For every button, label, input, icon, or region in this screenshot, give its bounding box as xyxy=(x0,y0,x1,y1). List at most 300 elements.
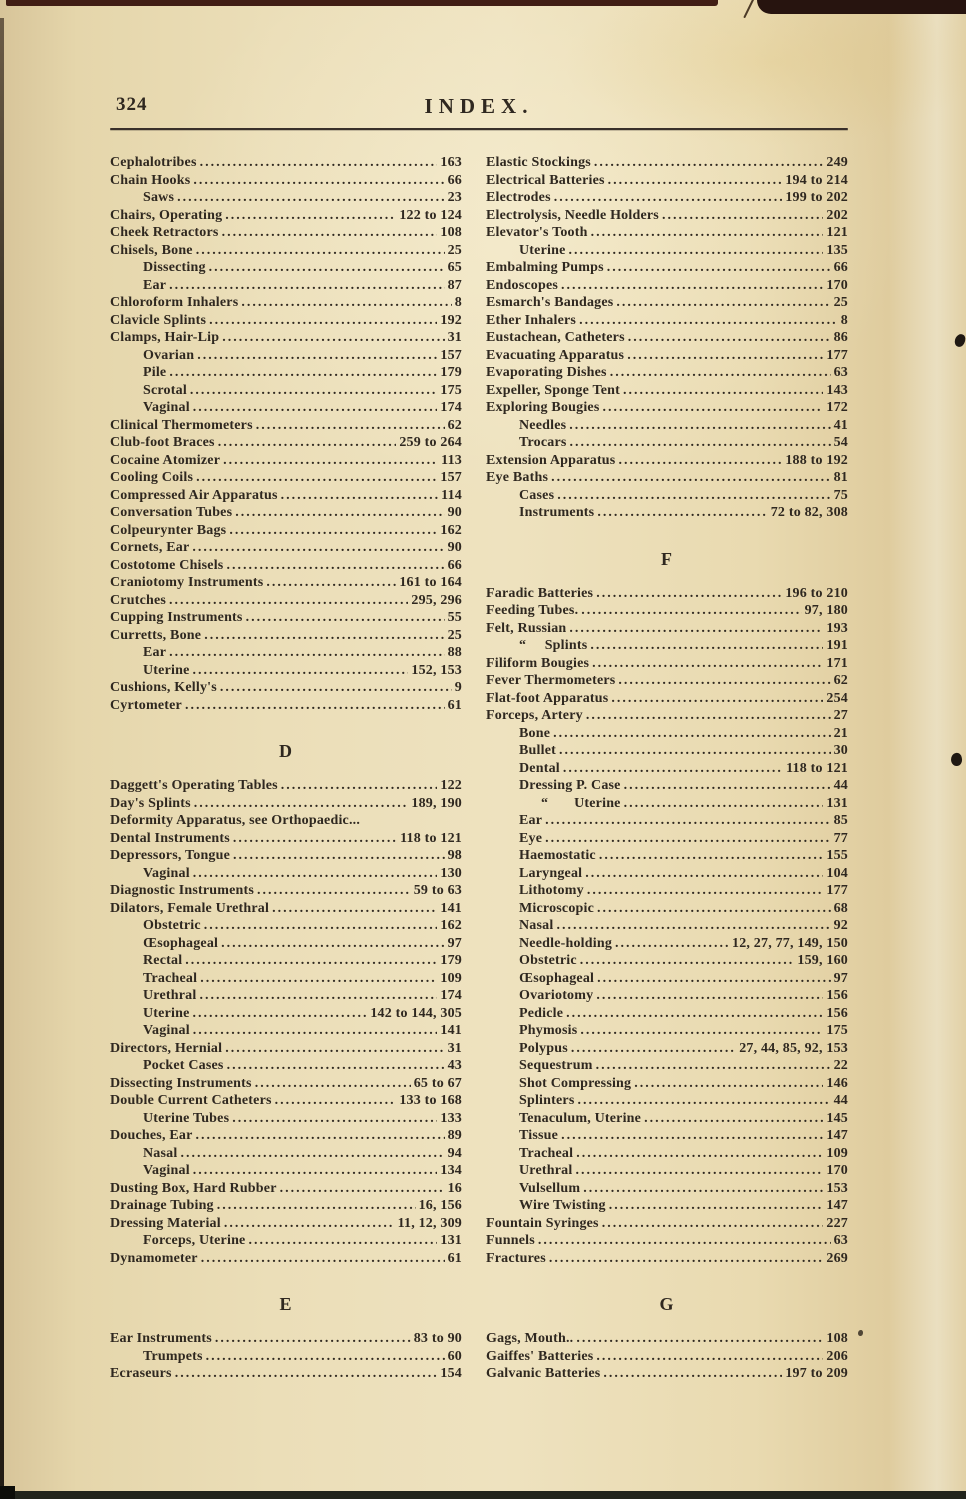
index-entry xyxy=(110,697,462,715)
dot-leader xyxy=(232,1110,437,1128)
entry-label: Esmarch's Bandages xyxy=(486,295,614,310)
dot-leader xyxy=(177,189,444,207)
index-entry xyxy=(486,452,848,470)
entry-label: Expeller, Sponge Tent xyxy=(486,382,620,398)
index-entry xyxy=(110,1162,462,1180)
dot-leader xyxy=(557,487,830,505)
entry-page: 269 xyxy=(826,1250,848,1266)
entry-label: Pile xyxy=(143,365,167,380)
section-heading-d: D xyxy=(279,741,293,761)
entry-label: Dissecting xyxy=(143,260,206,275)
index-entry xyxy=(486,1092,848,1110)
index-entry xyxy=(110,434,462,452)
entry-page: 55 xyxy=(447,610,462,625)
entry-label: Conversation Tubes xyxy=(110,505,233,520)
dot-leader xyxy=(580,1022,823,1040)
dot-leader xyxy=(209,259,445,277)
entry-label: Cheek Retractors xyxy=(110,225,219,240)
index-entry xyxy=(110,399,462,417)
entry-page: 104 xyxy=(826,865,848,881)
dot-leader xyxy=(192,539,444,557)
dot-leader xyxy=(217,1197,416,1215)
entry-label: Filiform Bougies xyxy=(486,655,590,671)
entry-page: 134 xyxy=(440,1163,462,1178)
index-entry xyxy=(486,865,848,883)
section-heading-f: F xyxy=(661,548,673,569)
dot-leader xyxy=(194,795,409,813)
entry-page: 199 to 202 xyxy=(785,190,848,205)
entry-page: 197 to 209 xyxy=(785,1366,848,1381)
entry-page: 146 xyxy=(826,1075,848,1091)
dot-leader xyxy=(602,399,823,417)
index-entry xyxy=(110,1145,462,1163)
dot-leader xyxy=(596,987,823,1005)
index-entry xyxy=(486,382,848,400)
dot-leader xyxy=(611,690,823,708)
entry-page: 62 xyxy=(447,417,462,433)
entry-label: Ear xyxy=(143,277,167,293)
entry-page: 163 xyxy=(440,155,462,170)
dot-leader xyxy=(190,382,437,400)
entry-page: 131 xyxy=(440,1233,462,1248)
index-entry xyxy=(486,242,848,260)
index-entry xyxy=(486,224,848,242)
entry-page: 43 xyxy=(447,1058,462,1073)
entry-label: Electrical Batteries xyxy=(486,172,605,188)
entry-page: 66 xyxy=(833,260,848,275)
entry-label: Obstetric xyxy=(143,918,201,933)
entry-label: Evacuating Apparatus xyxy=(486,347,625,363)
index-entry xyxy=(110,1215,462,1233)
dot-leader xyxy=(549,1250,824,1268)
entry-label: Ovariotomy xyxy=(519,988,594,1003)
entry-page: 66 xyxy=(447,557,462,573)
dot-leader xyxy=(185,952,437,970)
entry-label: Uterine xyxy=(519,242,566,258)
index-entry xyxy=(110,1110,462,1128)
entry-label: Feeding Tubes. xyxy=(486,603,579,618)
entry-label: Scrotal xyxy=(143,382,187,398)
dot-leader xyxy=(576,1330,823,1348)
entry-page: 25 xyxy=(447,242,462,258)
entry-page: 11, 12, 309 xyxy=(397,1215,462,1231)
entry-page: 65 xyxy=(447,260,462,275)
ink-spot xyxy=(950,752,963,767)
index-entry xyxy=(110,189,462,207)
index-entry xyxy=(486,795,848,813)
entry-label: Cyrtometer xyxy=(110,697,182,713)
entry-label: Dusting Box, Hard Rubber xyxy=(110,1180,277,1196)
entry-page: 108 xyxy=(826,1331,848,1346)
entry-page: 25 xyxy=(447,627,462,643)
dot-leader xyxy=(545,830,830,848)
entry-label: Eye Baths xyxy=(486,470,549,485)
index-entry xyxy=(486,742,848,760)
dot-leader xyxy=(233,847,445,865)
index-entry xyxy=(110,224,462,242)
entry-page: 189, 190 xyxy=(411,795,462,811)
dot-leader xyxy=(586,707,831,725)
dot-leader xyxy=(577,1092,830,1110)
index-entry xyxy=(486,154,848,172)
index-entry xyxy=(110,644,462,662)
dot-leader xyxy=(169,364,437,382)
dot-leader xyxy=(644,1110,823,1128)
entry-label: Wire Twisting xyxy=(519,1198,606,1213)
index-entry xyxy=(110,1022,462,1040)
index-entry xyxy=(486,1145,848,1163)
index-entry xyxy=(486,917,848,935)
entry-label: Laryngeal xyxy=(519,865,583,881)
entry-page: 44 xyxy=(833,778,848,793)
entry-page: 175 xyxy=(440,382,462,398)
index-entry xyxy=(110,487,462,505)
index-entry xyxy=(486,725,848,743)
entry-page: 155 xyxy=(826,848,848,863)
index-entry xyxy=(486,1365,848,1383)
index-entry xyxy=(110,609,462,627)
entry-label: Day's Splints xyxy=(110,795,191,811)
dot-leader xyxy=(602,1215,824,1233)
entry-label: Fountain Syringes xyxy=(486,1215,599,1231)
index-entry xyxy=(110,1197,462,1215)
entry-label: Lithotomy xyxy=(519,883,584,898)
entry-page: 153 xyxy=(826,1180,848,1196)
index-entry xyxy=(110,1127,462,1145)
entry-label: Diagnostic Instruments xyxy=(110,883,255,898)
dot-leader xyxy=(597,504,767,522)
entry-page: 118 to 121 xyxy=(786,760,848,776)
entry-page: 174 xyxy=(440,400,462,415)
entry-label: Elastic Stockings xyxy=(486,155,591,170)
index-entry xyxy=(110,935,462,953)
entry-page: 175 xyxy=(826,1023,848,1038)
entry-page: 12, 27, 77, 149, 150 xyxy=(732,935,848,951)
entry-page: 157 xyxy=(440,470,462,485)
index-entry xyxy=(110,207,462,225)
entry-label: Vaginal xyxy=(143,400,190,415)
page-corner-bottom-left xyxy=(0,1486,15,1499)
entry-label: Clavicle Splints xyxy=(110,312,207,328)
dot-leader xyxy=(169,592,408,610)
entry-label: Splinters xyxy=(519,1093,575,1108)
section-heading-e: E xyxy=(279,1294,293,1314)
dot-leader xyxy=(220,679,452,697)
dot-leader xyxy=(571,1040,736,1058)
dot-leader xyxy=(280,1180,445,1198)
entry-page: 179 xyxy=(440,365,462,380)
dot-leader xyxy=(281,777,438,795)
dot-leader xyxy=(618,672,830,690)
index-entry xyxy=(110,592,462,610)
entry-page: 141 xyxy=(440,1023,462,1038)
index-entry xyxy=(110,662,462,680)
entry-label: Eustachean, Catheters xyxy=(486,330,625,345)
index-entry xyxy=(486,987,848,1005)
index-entry xyxy=(486,1250,848,1268)
index-entry xyxy=(110,417,462,435)
dot-leader xyxy=(563,760,783,778)
index-entry xyxy=(486,1197,848,1215)
dot-leader xyxy=(180,1145,444,1163)
entry-label: Fractures xyxy=(486,1250,546,1266)
index-entry xyxy=(486,602,848,620)
dot-leader xyxy=(556,917,830,935)
entry-label: Dissecting Instruments xyxy=(110,1075,252,1091)
left-column xyxy=(110,154,462,1383)
index-entry xyxy=(486,900,848,918)
entry-label: Deformity Apparatus, see Orthopaedic... xyxy=(110,813,361,828)
dot-leader xyxy=(569,242,824,260)
dot-leader xyxy=(197,347,437,365)
dot-leader xyxy=(579,312,838,330)
entry-label: Polypus xyxy=(519,1040,568,1056)
index-entry xyxy=(486,830,848,848)
dot-leader xyxy=(275,1092,397,1110)
index-entry xyxy=(110,679,462,697)
index-entry xyxy=(110,1330,462,1348)
index-entry xyxy=(110,917,462,935)
entry-label: Vaginal xyxy=(143,1023,190,1038)
dot-leader xyxy=(538,1232,831,1250)
dot-leader xyxy=(551,469,831,487)
dot-leader xyxy=(206,1348,445,1366)
entry-label: Chloroform Inhalers xyxy=(110,295,239,310)
index-entry xyxy=(110,329,462,347)
entry-page: 162 xyxy=(440,522,462,538)
entry-label: Funnels xyxy=(486,1233,535,1248)
dot-leader xyxy=(624,777,831,795)
entry-page: 196 to 210 xyxy=(785,585,848,601)
right-column xyxy=(486,154,848,1383)
entry-page: 170 xyxy=(826,277,848,293)
dot-leader xyxy=(610,364,831,382)
dot-leader xyxy=(566,1005,823,1023)
dot-leader xyxy=(233,830,397,848)
index-entry xyxy=(486,189,848,207)
index-entry xyxy=(486,1180,848,1198)
entry-page: 8 xyxy=(840,312,848,328)
index-entry xyxy=(486,777,848,795)
dot-leader xyxy=(235,504,444,522)
index-entry xyxy=(110,469,462,487)
entry-page: 202 xyxy=(826,207,848,223)
index-entry xyxy=(486,312,848,330)
entry-label: Chairs, Operating xyxy=(110,207,223,223)
index-entry xyxy=(110,154,462,172)
dot-leader xyxy=(616,294,830,312)
entry-page: 141 xyxy=(440,900,462,916)
dot-leader xyxy=(569,620,823,638)
entry-label: Needles xyxy=(519,417,567,433)
entry-page: 22 xyxy=(833,1058,848,1073)
index-entry xyxy=(486,620,848,638)
entry-label: Instruments xyxy=(519,505,595,520)
entry-label: Clamps, Hair-Lip xyxy=(110,330,220,345)
entry-label: Ovarian xyxy=(143,347,195,363)
page-content xyxy=(110,0,848,1383)
entry-label: Œsophageal xyxy=(143,935,219,951)
entry-page: 193 xyxy=(826,620,848,636)
dot-leader xyxy=(553,725,830,743)
entry-page: 122 to 124 xyxy=(399,207,462,223)
index-entry xyxy=(110,777,462,795)
dot-leader xyxy=(554,189,783,207)
entry-label: Drainage Tubing xyxy=(110,1198,214,1213)
entry-page: 191 xyxy=(826,638,848,653)
entry-page: 86 xyxy=(833,330,848,345)
entry-page: 21 xyxy=(833,725,848,741)
index-entry xyxy=(486,970,848,988)
dot-leader xyxy=(196,469,437,487)
entry-page: 94 xyxy=(447,1145,462,1161)
entry-page: 121 xyxy=(826,225,848,240)
entry-page: 61 xyxy=(447,697,462,713)
entry-page: 157 xyxy=(440,347,462,363)
index-entry xyxy=(110,522,462,540)
entry-label: Tissue xyxy=(519,1128,559,1143)
dot-leader xyxy=(594,154,823,172)
index-entry xyxy=(110,504,462,522)
dot-leader xyxy=(618,452,782,470)
entry-page: 188 to 192 xyxy=(785,452,848,468)
entry-label: Crutches xyxy=(110,592,167,608)
index-columns xyxy=(110,154,848,1383)
index-entry xyxy=(486,847,848,865)
index-entry xyxy=(110,1005,462,1023)
index-entry xyxy=(110,172,462,190)
index-entry xyxy=(110,364,462,382)
dot-leader xyxy=(585,865,823,883)
index-entry xyxy=(486,1232,848,1250)
dot-leader xyxy=(193,1022,438,1040)
entry-page: 8 xyxy=(454,295,462,310)
dot-leader xyxy=(634,1075,823,1093)
index-entry xyxy=(486,812,848,830)
entry-page: 114 xyxy=(441,487,462,503)
entry-label: Extension Apparatus xyxy=(486,452,616,468)
dot-leader xyxy=(662,207,823,225)
entry-label: Electrolysis, Needle Holders xyxy=(486,207,659,223)
entry-page: 97 xyxy=(447,935,462,951)
entry-label: Compressed Air Apparatus xyxy=(110,487,278,503)
entry-page: 63 xyxy=(833,365,848,380)
entry-label: Dressing Material xyxy=(110,1215,221,1231)
entry-page: 145 xyxy=(826,1110,848,1126)
entry-label: Tracheal xyxy=(519,1145,574,1161)
entry-page: 27 xyxy=(833,708,848,723)
entry-label: Sequestrum xyxy=(519,1058,593,1073)
entry-page: 66 xyxy=(447,172,462,188)
entry-page: 9 xyxy=(454,680,462,695)
entry-label: Cephalotribes xyxy=(110,155,197,170)
entry-page: 206 xyxy=(826,1348,848,1364)
dot-leader xyxy=(175,1365,438,1383)
index-entry xyxy=(486,172,848,190)
index-entry xyxy=(486,655,848,673)
index-entry xyxy=(486,347,848,365)
entry-page: 65 to 67 xyxy=(413,1075,462,1091)
entry-label: Rectal xyxy=(143,953,183,968)
index-entry xyxy=(110,865,462,883)
dot-leader xyxy=(229,522,437,540)
index-entry xyxy=(486,469,848,487)
entry-label: Urethral xyxy=(143,988,197,1003)
dot-leader xyxy=(583,1180,823,1198)
entry-label: Fever Thermometers xyxy=(486,673,616,688)
index-entry xyxy=(486,417,848,435)
entry-page: 77 xyxy=(833,830,848,846)
entry-label: Nasal xyxy=(143,1145,178,1161)
index-entry xyxy=(486,259,848,277)
entry-label: Gaiffes' Batteries xyxy=(486,1348,594,1364)
entry-page: 75 xyxy=(833,487,848,503)
entry-page: 90 xyxy=(447,540,462,555)
entry-label: Obstetric xyxy=(519,953,577,968)
entry-page: 154 xyxy=(440,1366,462,1381)
dot-leader xyxy=(561,277,823,295)
index-entry xyxy=(486,760,848,778)
entry-page: 31 xyxy=(447,330,462,345)
index-entry xyxy=(110,242,462,260)
entry-page: 135 xyxy=(826,242,848,258)
entry-page: 142 to 144, 305 xyxy=(370,1005,462,1021)
entry-page: 87 xyxy=(447,277,462,293)
page-number: 324 xyxy=(116,94,148,115)
entry-page: 113 xyxy=(441,452,462,468)
dot-leader xyxy=(266,574,396,592)
entry-label: Double Current Catheters xyxy=(110,1093,272,1108)
dot-leader xyxy=(218,434,397,452)
entry-page: 97 xyxy=(833,970,848,986)
entry-label: Ether Inhalers xyxy=(486,312,577,328)
dot-leader xyxy=(255,1075,411,1093)
entry-label: Bone xyxy=(519,725,551,741)
dot-leader xyxy=(221,935,444,953)
index-entry xyxy=(486,399,848,417)
dot-leader xyxy=(596,1348,823,1366)
entry-page: 88 xyxy=(447,645,462,660)
dot-leader xyxy=(597,970,830,988)
index-entry xyxy=(110,795,462,813)
entry-label: Tracheal xyxy=(143,970,198,986)
index-entry xyxy=(110,847,462,865)
index-entry xyxy=(486,1330,848,1348)
header-rule xyxy=(110,128,848,130)
index-entry xyxy=(110,1057,462,1075)
entry-label: Electrodes xyxy=(486,190,551,205)
entry-page: 98 xyxy=(447,848,462,863)
entry-page: 61 xyxy=(447,1250,462,1266)
dot-leader xyxy=(592,655,823,673)
entry-page: 97, 180 xyxy=(804,603,848,618)
index-entry xyxy=(110,1365,462,1383)
entry-label: Clinical Thermometers xyxy=(110,417,253,433)
index-entry xyxy=(110,1040,462,1058)
page-edge-left xyxy=(0,18,4,1493)
index-entry xyxy=(486,1110,848,1128)
entry-page: 172 xyxy=(826,400,848,415)
entry-page: 16, 156 xyxy=(418,1198,462,1213)
entry-label: Uterine Tubes xyxy=(143,1110,230,1126)
entry-label: Microscopic xyxy=(519,900,595,916)
index-entry xyxy=(110,830,462,848)
entry-label: Vaginal xyxy=(143,1163,190,1178)
dot-leader xyxy=(272,900,437,918)
dot-leader xyxy=(597,900,831,918)
entry-page: 249 xyxy=(826,155,848,170)
dot-leader xyxy=(196,1127,445,1145)
